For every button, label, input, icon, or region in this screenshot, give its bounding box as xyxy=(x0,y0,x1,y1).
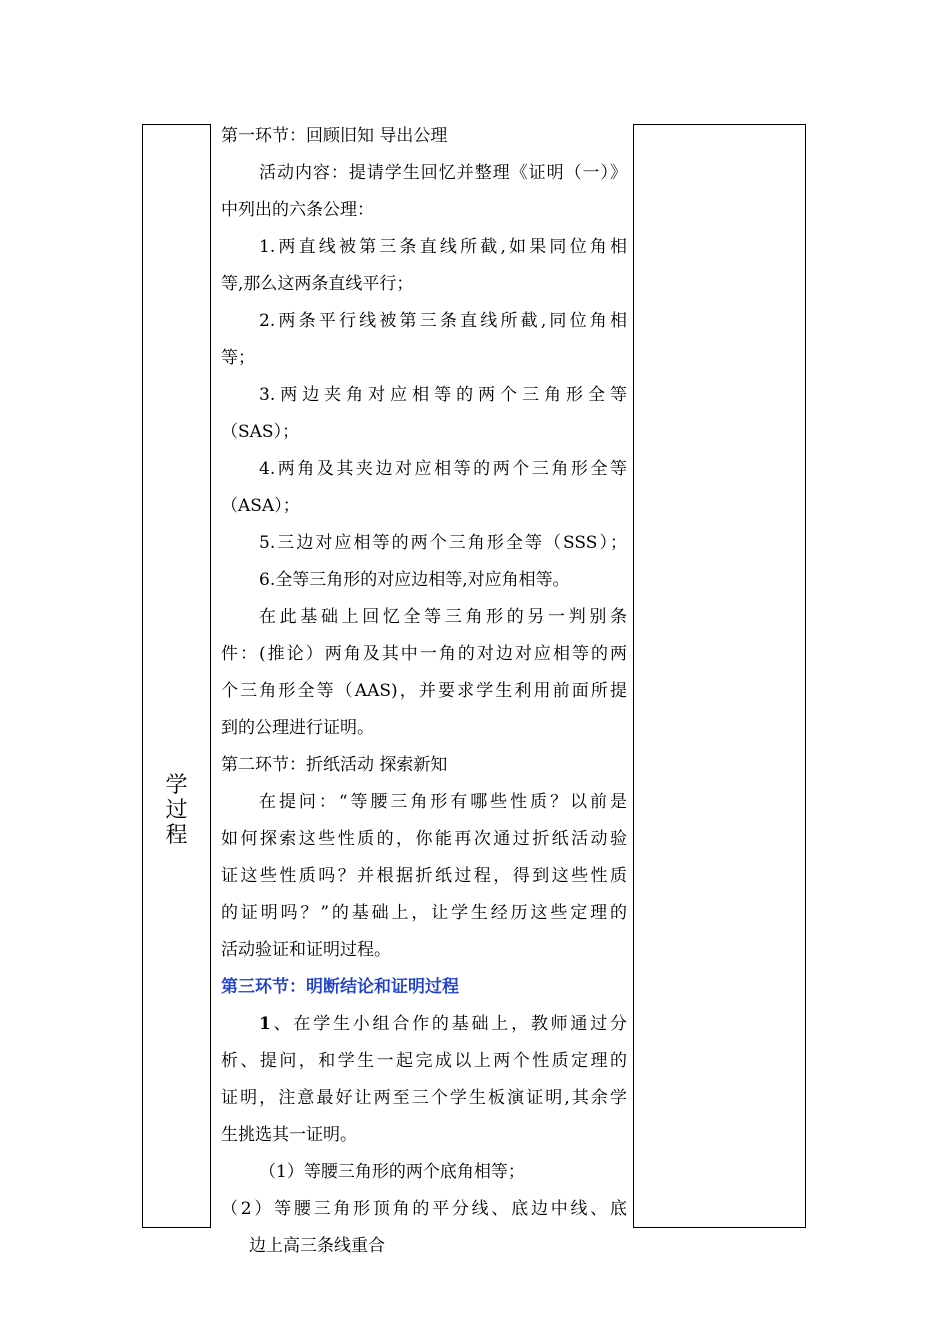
left-label-cell xyxy=(142,124,211,1228)
text-line: 6.全等三角形的对应边相等,对应角相等。 xyxy=(259,570,570,590)
text-line: 活动验证和证明过程。 xyxy=(221,940,391,960)
text-line: 个三角形全等（AAS)，并要求学生利用前面所提 xyxy=(221,681,627,701)
right-notes-cell xyxy=(633,124,806,1228)
section3-heading: 第三环节：明断结论和证明过程 xyxy=(221,977,459,997)
text-line: 件：(推论）两角及其中一角的对边对应相等的两 xyxy=(221,644,627,664)
text-line: （ASA）； xyxy=(221,496,300,516)
text-line: 等； xyxy=(221,348,255,368)
text-line: 如何探索这些性质的，你能再次通过折纸活动验 xyxy=(221,829,627,849)
text-line: 的证明吗？”的基础上，让学生经历这些定理的 xyxy=(221,903,627,923)
side-label-char: 程 xyxy=(165,823,188,848)
s3-number: 1 xyxy=(259,1014,271,1034)
text-line: 2.两条平行线被第三条直线所截,同位角相 xyxy=(259,311,627,331)
text-line: 4.两角及其夹边对应相等的两个三角形全等 xyxy=(259,459,627,479)
text-line: 中列出的六条公理： xyxy=(221,200,374,220)
text-line: 3.两边夹角对应相等的两个三角形全等 xyxy=(259,385,627,405)
text-line: （1）等腰三角形的两个底角相等； xyxy=(259,1162,525,1182)
text-line: 析、提问，和学生一起完成以上两个性质定理的 xyxy=(221,1051,627,1071)
text-line: （2）等腰三角形顶角的平分线、底边中线、底 xyxy=(221,1199,627,1219)
text-line: 在此基础上回忆全等三角形的另一判别条 xyxy=(259,607,627,627)
text-line: 生挑选其一证明。 xyxy=(221,1125,357,1145)
text-line: （SAS）； xyxy=(221,422,300,442)
side-label-char: 学 xyxy=(165,773,188,798)
s3-first-line xyxy=(221,1006,627,1043)
text-line: 活动内容：提请学生回忆并整理《证明（一）》 xyxy=(259,163,627,183)
text-line: 证这些性质吗？并根据折纸过程，得到这些性质 xyxy=(221,866,627,886)
text-line: 到的公理进行证明。 xyxy=(221,718,374,738)
side-label-char: 过 xyxy=(165,798,188,823)
lesson-content xyxy=(221,118,627,1265)
text-line: 5.三边对应相等的两个三角形全等（SSS）； xyxy=(259,533,627,553)
text-line: 1.两直线被第三条直线所截,如果同位角相 xyxy=(259,237,627,257)
s3-first-text: 、在学生小组合作的基础上，教师通过分 xyxy=(270,1014,627,1034)
text-line: 等,那么这两条直线平行； xyxy=(221,274,414,294)
side-label xyxy=(143,773,210,848)
tail-line: 边上高三条线重合 xyxy=(249,1236,385,1256)
text-line: 第一环节：回顾旧知 导出公理 xyxy=(221,126,448,146)
text-line: 第二环节：折纸活动 探索新知 xyxy=(221,755,448,775)
text-line: 在提问：“等腰三角形有哪些性质？以前是 xyxy=(259,792,627,812)
text-line: 证明，注意最好让两至三个学生板演证明,其余学 xyxy=(221,1088,627,1108)
